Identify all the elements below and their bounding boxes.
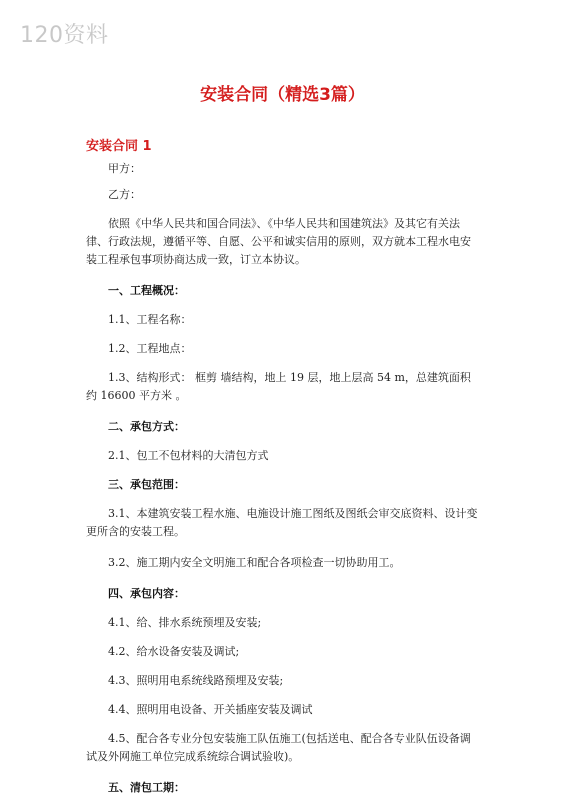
paragraph: 3.1、本建筑安装工程水施、电施设计施工图纸及图纸会审交底资料、设计变更所含的安装工程。 (86, 507, 478, 538)
watermark-logo: 120资料 (20, 23, 109, 48)
document-title: 安装合同（精选3篇） (200, 85, 365, 105)
section-heading: 二、承包方式： (108, 420, 185, 433)
paragraph: 乙方： (108, 188, 141, 201)
paragraph: 4.2、给水设备安装及调试; (108, 645, 240, 658)
section-heading: 四、承包内容： (108, 587, 185, 600)
paragraph: 4.3、照明用电系统线路预埋及安装; (108, 674, 284, 687)
section-title: 安装合同 1 (86, 139, 152, 154)
section-heading: 一、工程概况： (108, 284, 185, 297)
paragraph: 甲方： (108, 162, 141, 175)
paragraph: 1.1、工程名称： (108, 313, 192, 326)
paragraph: 4.4、照明用电设备、开关插座安装及调试 (108, 703, 313, 716)
paragraph: 3.2、施工期内安全文明施工和配合各项检查一切协助用工。 (108, 556, 401, 569)
paragraph: 1.3、结构形式： 框剪 墙结构，地上 19 层，地上层高 54 m，总建筑面积约 16600 平方米 。 (86, 371, 471, 402)
document-body (86, 160, 480, 797)
paragraph: 4.5、配合各专业分包安装施工队伍施工(包括送电、配合各专业队伍设备调试及外网施工单位完成系统综合调试验收)。 (86, 732, 471, 763)
section-heading: 三、承包范围： (108, 478, 185, 491)
paragraph: 1.2、工程地点： (108, 342, 192, 355)
paragraph: 依照《中华人民共和国合同法》、《中华人民共和国建筑法》及其它有关法律、行政法规，遵循平等、自愿、公平和诚实信用的原则，双方就本工程水电安装工程承包事项协商达成一致，订立本协议。 (86, 217, 471, 266)
section-heading: 五、清包工期： (108, 781, 185, 794)
paragraph: 4.1、给、排水系统预埋及安装; (108, 616, 262, 629)
paragraph: 2.1、包工不包材料的大清包方式 (108, 449, 269, 462)
